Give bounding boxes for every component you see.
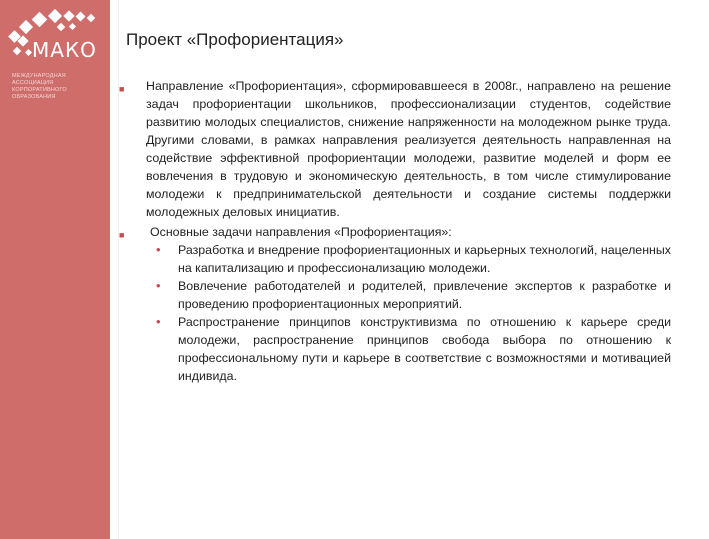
sidebar: [0, 0, 110, 539]
task-item: [118, 241, 671, 277]
slide-title: Проект «Профориентация»: [126, 30, 344, 49]
association-name: МЕЖДУНАРОДНАЯ АССОЦИАЦИЯ КОРПОРАТИВНОГО ОБРАЗОВАНИЯ: [12, 73, 67, 100]
paragraph-1: [118, 77, 671, 221]
task-text: Вовлечение работодателей и родителей, привлечение экспертов к разработке и проведению профориентационных мероприятий.: [178, 279, 671, 311]
dot-bullet-icon: •: [156, 314, 161, 329]
task-text: Разработка и внедрение профориентационных и карьерных технологий, нацеленных на капитализацию и профессионализацию молодежи.: [178, 243, 671, 275]
task-item: [118, 313, 671, 385]
dot-bullet-icon: •: [156, 242, 161, 257]
dot-bullet-icon: •: [156, 278, 161, 293]
logo-text: МАКО: [32, 38, 97, 62]
slide-content: [118, 77, 671, 385]
task-item: [118, 277, 671, 313]
square-bullet-icon: ■: [119, 84, 125, 94]
square-bullet-icon: ■: [119, 230, 125, 240]
paragraph-2-text: Основные задачи направления «Профориентация»:: [150, 225, 452, 239]
task-text: Распространение принципов конструктивизма по отношению к карьере среди молодежи, распространение принципов свобода выбора по отношению к профессиональному пути и карьере в соответствие с возможностями и мотивацией индивида.: [178, 315, 671, 383]
paragraph-2: [118, 223, 671, 241]
paragraph-1-text: Направление «Профориентация», сформировавшееся в 2008г., направлено на решение задач профориентации школьников, профессионализации студентов, содействие развитию молодых специалистов, снижение напряженности на молодежном рынке труда. Другими словами, в рамках направления реализуется деятельность направленная на содействие эффективной профориентации молодежи, развитие моделей и форм ее вовлечения в трудовую и экономическую деятельность, в том числе стимулирование молодежи к предпринимательской деятельности и создание системы поддержки молодежных деловых инициатив.: [146, 79, 671, 219]
